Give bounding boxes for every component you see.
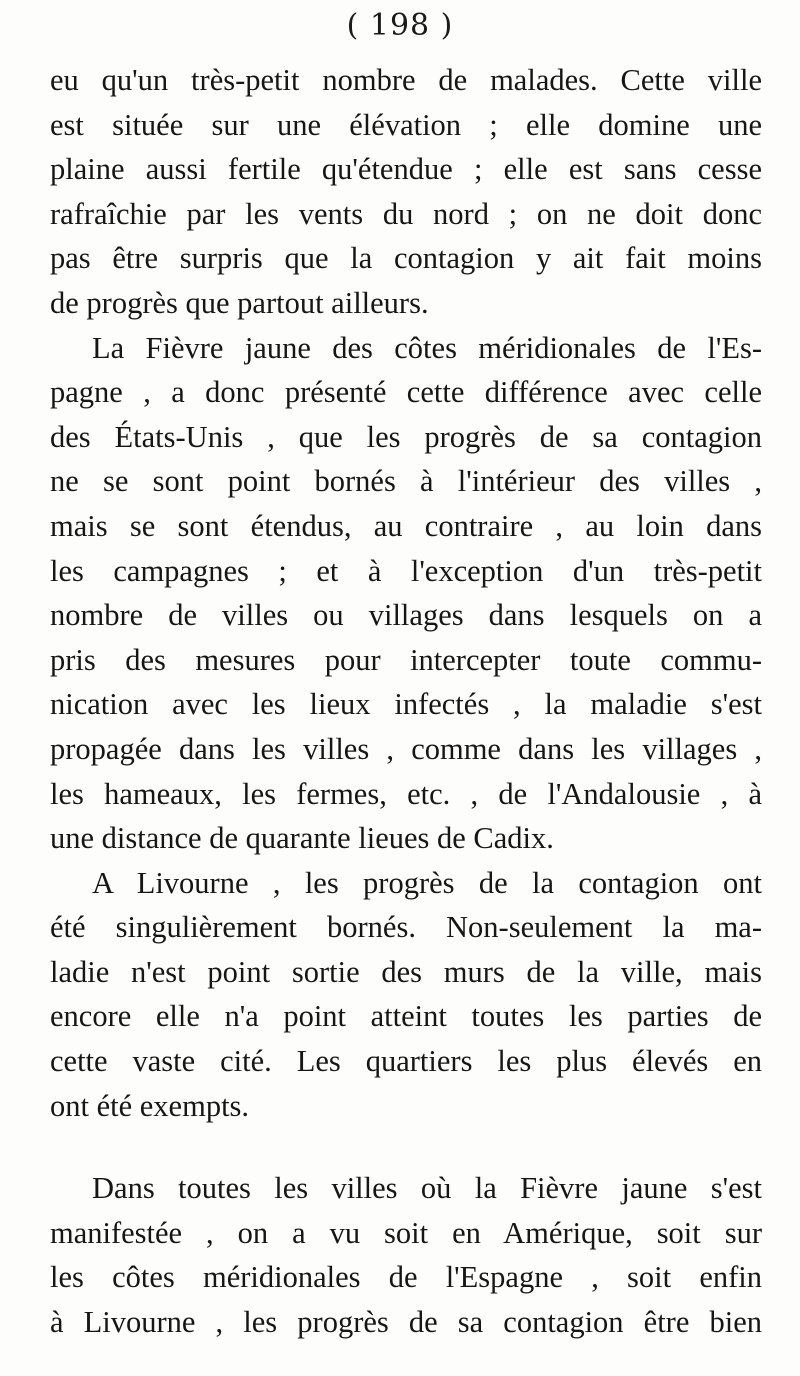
text-line: les côtes méridionales de l'Espagne , soit enfin [50,1260,762,1295]
text-line: eu qu'un très-petit nombre de malades. Cette ville [50,63,762,97]
text-line: pris des mesures pour intercepter toute commu- [50,642,762,677]
paragraph [50,1166,762,1344]
text-line: manifestée , on a vu soit en Amérique, soit sur [50,1215,762,1250]
paragraph-gap [50,1128,762,1166]
page-number: ( 198 ) [346,8,454,43]
text-line: les hameaux, les fermes, etc. , de l'Andalousie , à [50,776,762,811]
text-line: pagne , a donc présenté cette différence avec celle [50,375,762,410]
text-line: plaine aussi fertile qu'étendue ; elle est sans cesse [50,152,762,187]
text-line: des États-Unis , que les progrès de sa contagion [50,419,762,454]
text-line: encore elle n'a point atteint toutes les parties de [50,999,762,1034]
paragraph [50,326,762,861]
text-line: nombre de villes ou villages dans lesquels on a [50,598,762,633]
text-line: nication avec les lieux infectés , la maladie s'est [50,687,762,722]
text-line: de progrès que partout ailleurs. [50,285,429,320]
text-line: Dans toutes les villes où la Fièvre jaune s'est [92,1171,762,1206]
text-line: ladie n'est point sortie des murs de la ville, mais [50,954,762,989]
text-line: mais se sont étendus, au contraire , au loin dans [50,508,762,543]
text-line: A Livourne , les progrès de la contagion ont [92,865,762,900]
text-line: cette vaste cité. Les quartiers les plus élevés en [50,1044,762,1079]
text-line: rafraîchie par les vents du nord ; on ne doit donc [50,196,762,231]
text-line: une distance de quarante lieues de Cadix. [50,821,554,856]
text-line: ne se sont point bornés à l'intérieur des villes , [50,464,762,499]
text-line: La Fièvre jaune des côtes méridionales de l'Es- [92,330,762,365]
text-line: propagée dans les villes , comme dans les villages , [50,731,762,766]
paragraph [50,861,762,1129]
body-text [50,58,762,1345]
text-line: est située sur une élévation ; elle domine une [50,107,762,142]
text-line: les campagnes ; et à l'exception d'un très-petit [50,553,762,588]
text-line: été singulièrement bornés. Non-seulement la ma- [50,910,762,945]
paragraph [50,58,762,326]
text-line: ont été exempts. [50,1088,250,1123]
text-line: pas être surpris que la contagion y ait fait moins [50,241,762,276]
text-line: à Livourne , les progrès de sa contagion être bien [50,1305,762,1340]
